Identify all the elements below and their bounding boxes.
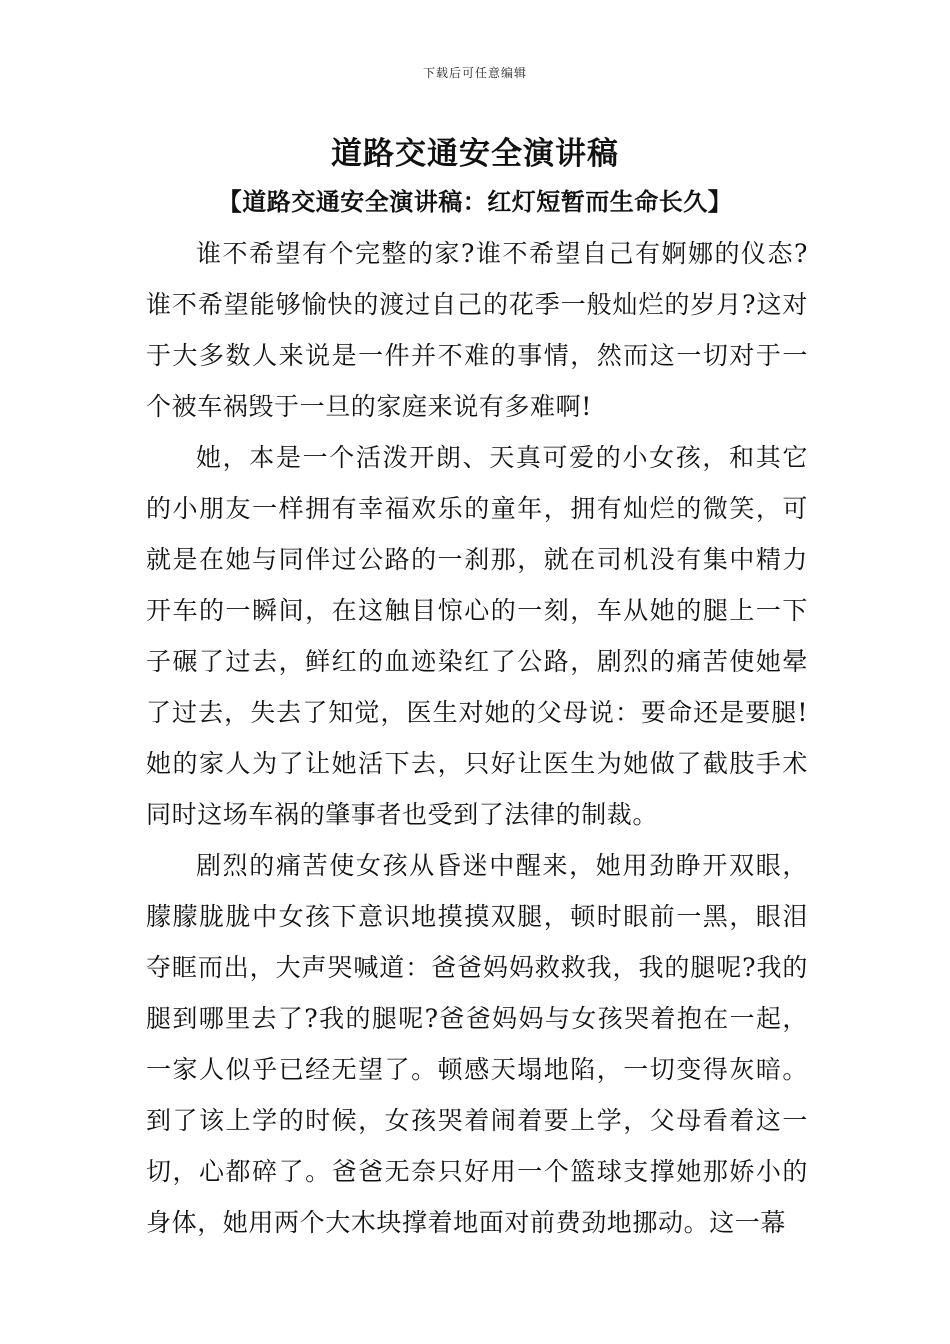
body-paragraph-1: 谁不希望有个完整的家?谁不希望自己有婀娜的仪态?谁不希望能够愉快的渡过自己的花季一般灿烂的岁月?这对于大多数人来说是一件并不难的事情，然而这一切对于一个被车祸毁于一旦的家庭来说有多难啊!	[146, 239, 808, 421]
document-subtitle: 【道路交通安全演讲稿：红灯短暂而生命长久】	[217, 187, 733, 216]
page-header-note: 下载后可任意编辑	[422, 66, 527, 80]
body-paragraph-2: 她，本是一个活泼开朗、天真可爱的小女孩，和其它的小朋友一样拥有幸福欢乐的童年，拥有灿烂的微笑，可就是在她与同伴过公路的一刹那，就在司机没有集中精力开车的一瞬间，在这触目惊心的一刻，车从她的腿上一下子碾了过去，鲜红的血迹染红了公路，剧烈的痛苦使她晕了过去，失去了知觉，医生对她的父母说：要命还是要腿!她的家人为了让她活下去，只好让医生为她做了截肢手术同时这场车祸的肇事者也受到了法律的制裁。	[146, 443, 808, 829]
document-body	[146, 228, 808, 1248]
body-paragraph-3: 剧烈的痛苦使女孩从昏迷中醒来，她用劲睁开双眼，朦朦胧胧中女孩下意识地摸摸双腿，顿时眼前一黑，眼泪夺眶而出，大声哭喊道：爸爸妈妈救救我，我的腿呢?我的腿到哪里去了?我的腿呢?爸爸妈妈与女孩哭着抱在一起，一家人似乎已经无望了。顿感天塌地陷，一切变得灰暗。到了该上学的时候，女孩哭着闹着要上学，父母看着这一切，心都碎了。爸爸无奈只好用一个篮球支撑她那娇小的身体，她用两个大木块撑着地面对前费劲地挪动。这一幕	[146, 851, 808, 1237]
document-title: 道路交通安全演讲稿	[331, 136, 619, 172]
